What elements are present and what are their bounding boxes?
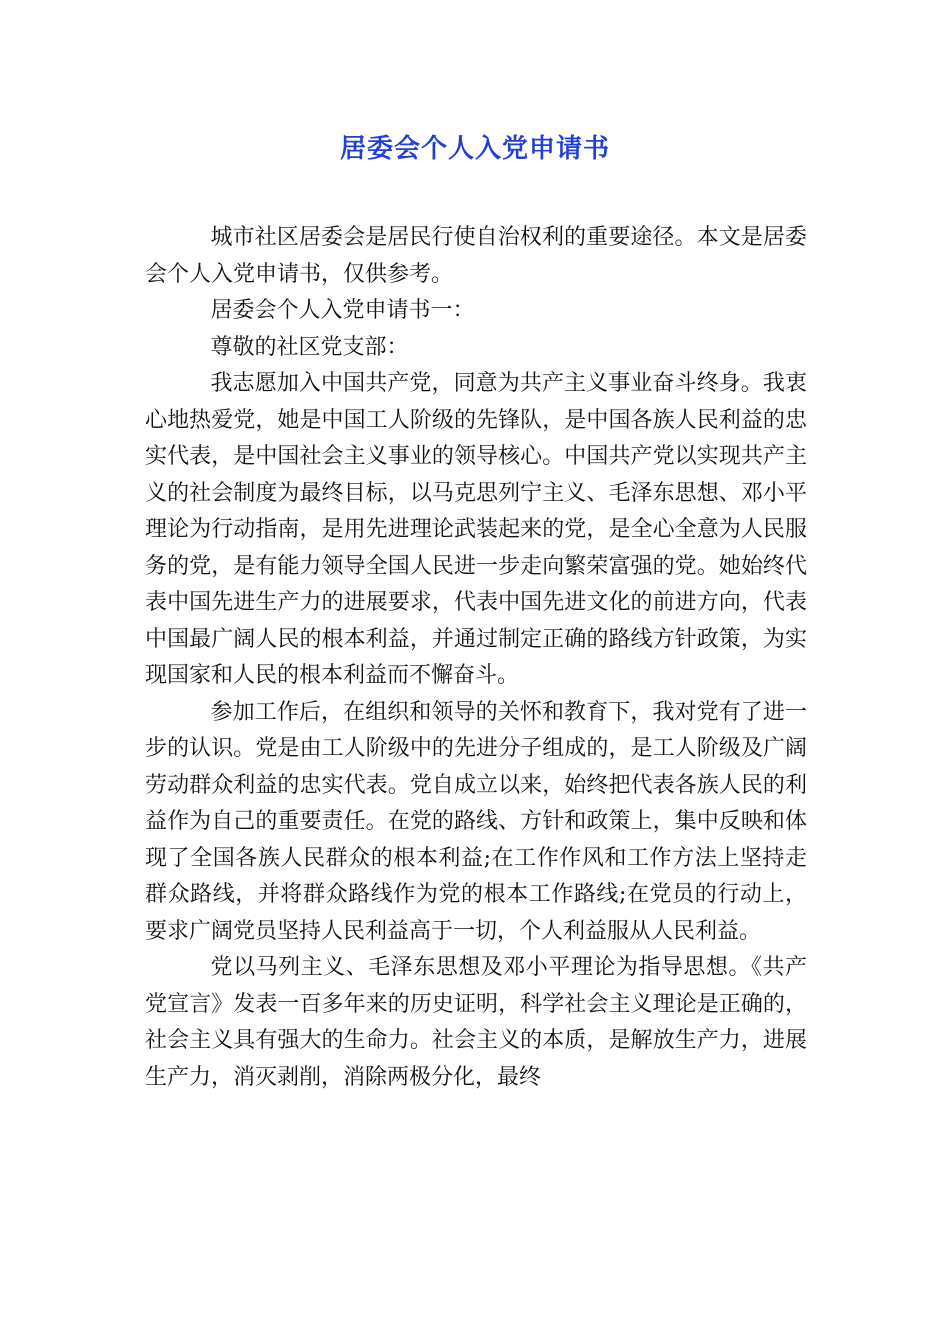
paragraph-subtitle: 居委会个人入党申请书一： <box>210 298 475 323</box>
document-body <box>145 220 807 1096</box>
document-title: 居委会个人入党申请书 <box>339 134 610 164</box>
paragraph-body-2: 参加工作后，在组织和领导的关怀和教育下，我对党有了进一步的认识。党是由工人阶级中的先进分子组成的，是工人阶级及广阔劳动群众利益的忠实代表。党自成立以来，始终把代表各族人民的利益作为自己的重要责任。在党的路线、方针和政策上，集中反映和体现了全国各族人民群众的根本利益;在工作作风和工作方法上坚持走群众路线，并将群众路线作为党的根本工作路线;在党员的行动上，要求广阔党员坚持人民利益高于一切，个人利益服从人民利益。 <box>145 699 807 944</box>
paragraph-body-1: 我志愿加入中国共产党，同意为共产主义事业奋斗终身。我衷心地热爱党，她是中国工人阶级的先锋队，是中国各族人民利益的忠实代表，是中国社会主义事业的领导核心。中国共产党以实现共产主义的社会制度为最终目标，以马克思列宁主义、毛泽东思想、邓小平理论为行动指南，是用先进理论武装起来的党，是全心全意为人民服务的党，是有能力领导全国人民进一步走向繁荣富强的党。她始终代表中国先进生产力的进展要求，代表中国先进文化的前进方向，代表中国最广阔人民的根本利益，并通过制定正确的路线方针政策，为实现国家和人民的根本利益而不懈奋斗。 <box>145 371 807 688</box>
paragraph-body-3: 党以马列主义、毛泽东思想及邓小平理论为指导思想。《共产党宣言》发表一百多年来的历史证明，科学社会主义理论是正确的，社会主义具有强大的生命力。社会主义的本质，是解放生产力，进展生产力，消灭剥削，消除两极分化，最终 <box>145 955 807 1090</box>
paragraph-intro: 城市社区居委会是居民行使自治权利的重要途径。本文是居委会个人入党申请书，仅供参考。 <box>145 225 807 287</box>
paragraph-salutation: 尊敬的社区党支部： <box>210 334 409 360</box>
